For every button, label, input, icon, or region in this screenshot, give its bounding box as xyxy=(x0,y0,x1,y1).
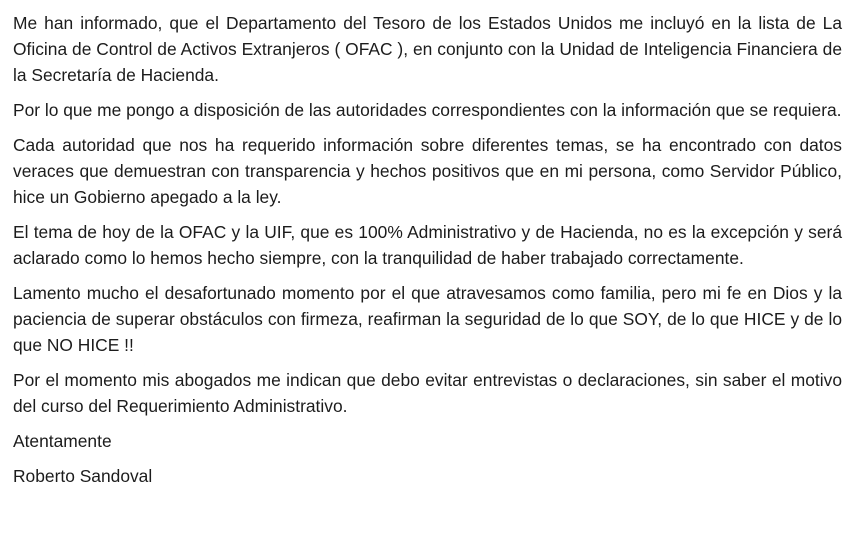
paragraph-administrative-matter: El tema de hoy de la OFAC y la UIF, que es 100% Administrativo y de Hacienda, no es la excepción y será aclarado como lo hemos hecho siempre, con la tranquilidad de haber trabajado correctamente. xyxy=(13,222,842,268)
paragraph-ofac-notice: Me han informado, que el Departamento del Tesoro de los Estados Unidos me incluyó en la lista de La Oficina de Control de Activos Extranjeros ( OFAC ), en conjunto con la Unidad de Inteligencia Financiera de la Secretaría de Hacienda. xyxy=(13,13,842,85)
paragraph-lawyers: Por el momento mis abogados me indican que debo evitar entrevistas o declaraciones, sin saber el motivo del curso del Requerimiento Administrativo. xyxy=(13,370,842,416)
paragraph-authorities: Cada autoridad que nos ha requerido información sobre diferentes temas, se ha encontrado con datos veraces que demuestran con transparencia y hechos positivos que en mi persona, como Servidor Público, hice un Gobierno apegado a la ley. xyxy=(13,135,842,207)
paragraph-availability: Por lo que me pongo a disposición de las autoridades correspondientes con la información que se requiera. xyxy=(13,100,842,120)
signature-name: Roberto Sandoval xyxy=(13,466,153,486)
closing-line: Atentamente xyxy=(13,431,112,451)
paragraph-family: Lamento mucho el desafortunado momento por el que atravesamos como familia, pero mi fe en Dios y la paciencia de superar obstáculos con firmeza, reafirman la seguridad de lo que SOY, de lo que HICE y de lo que NO HICE !! xyxy=(13,283,842,355)
